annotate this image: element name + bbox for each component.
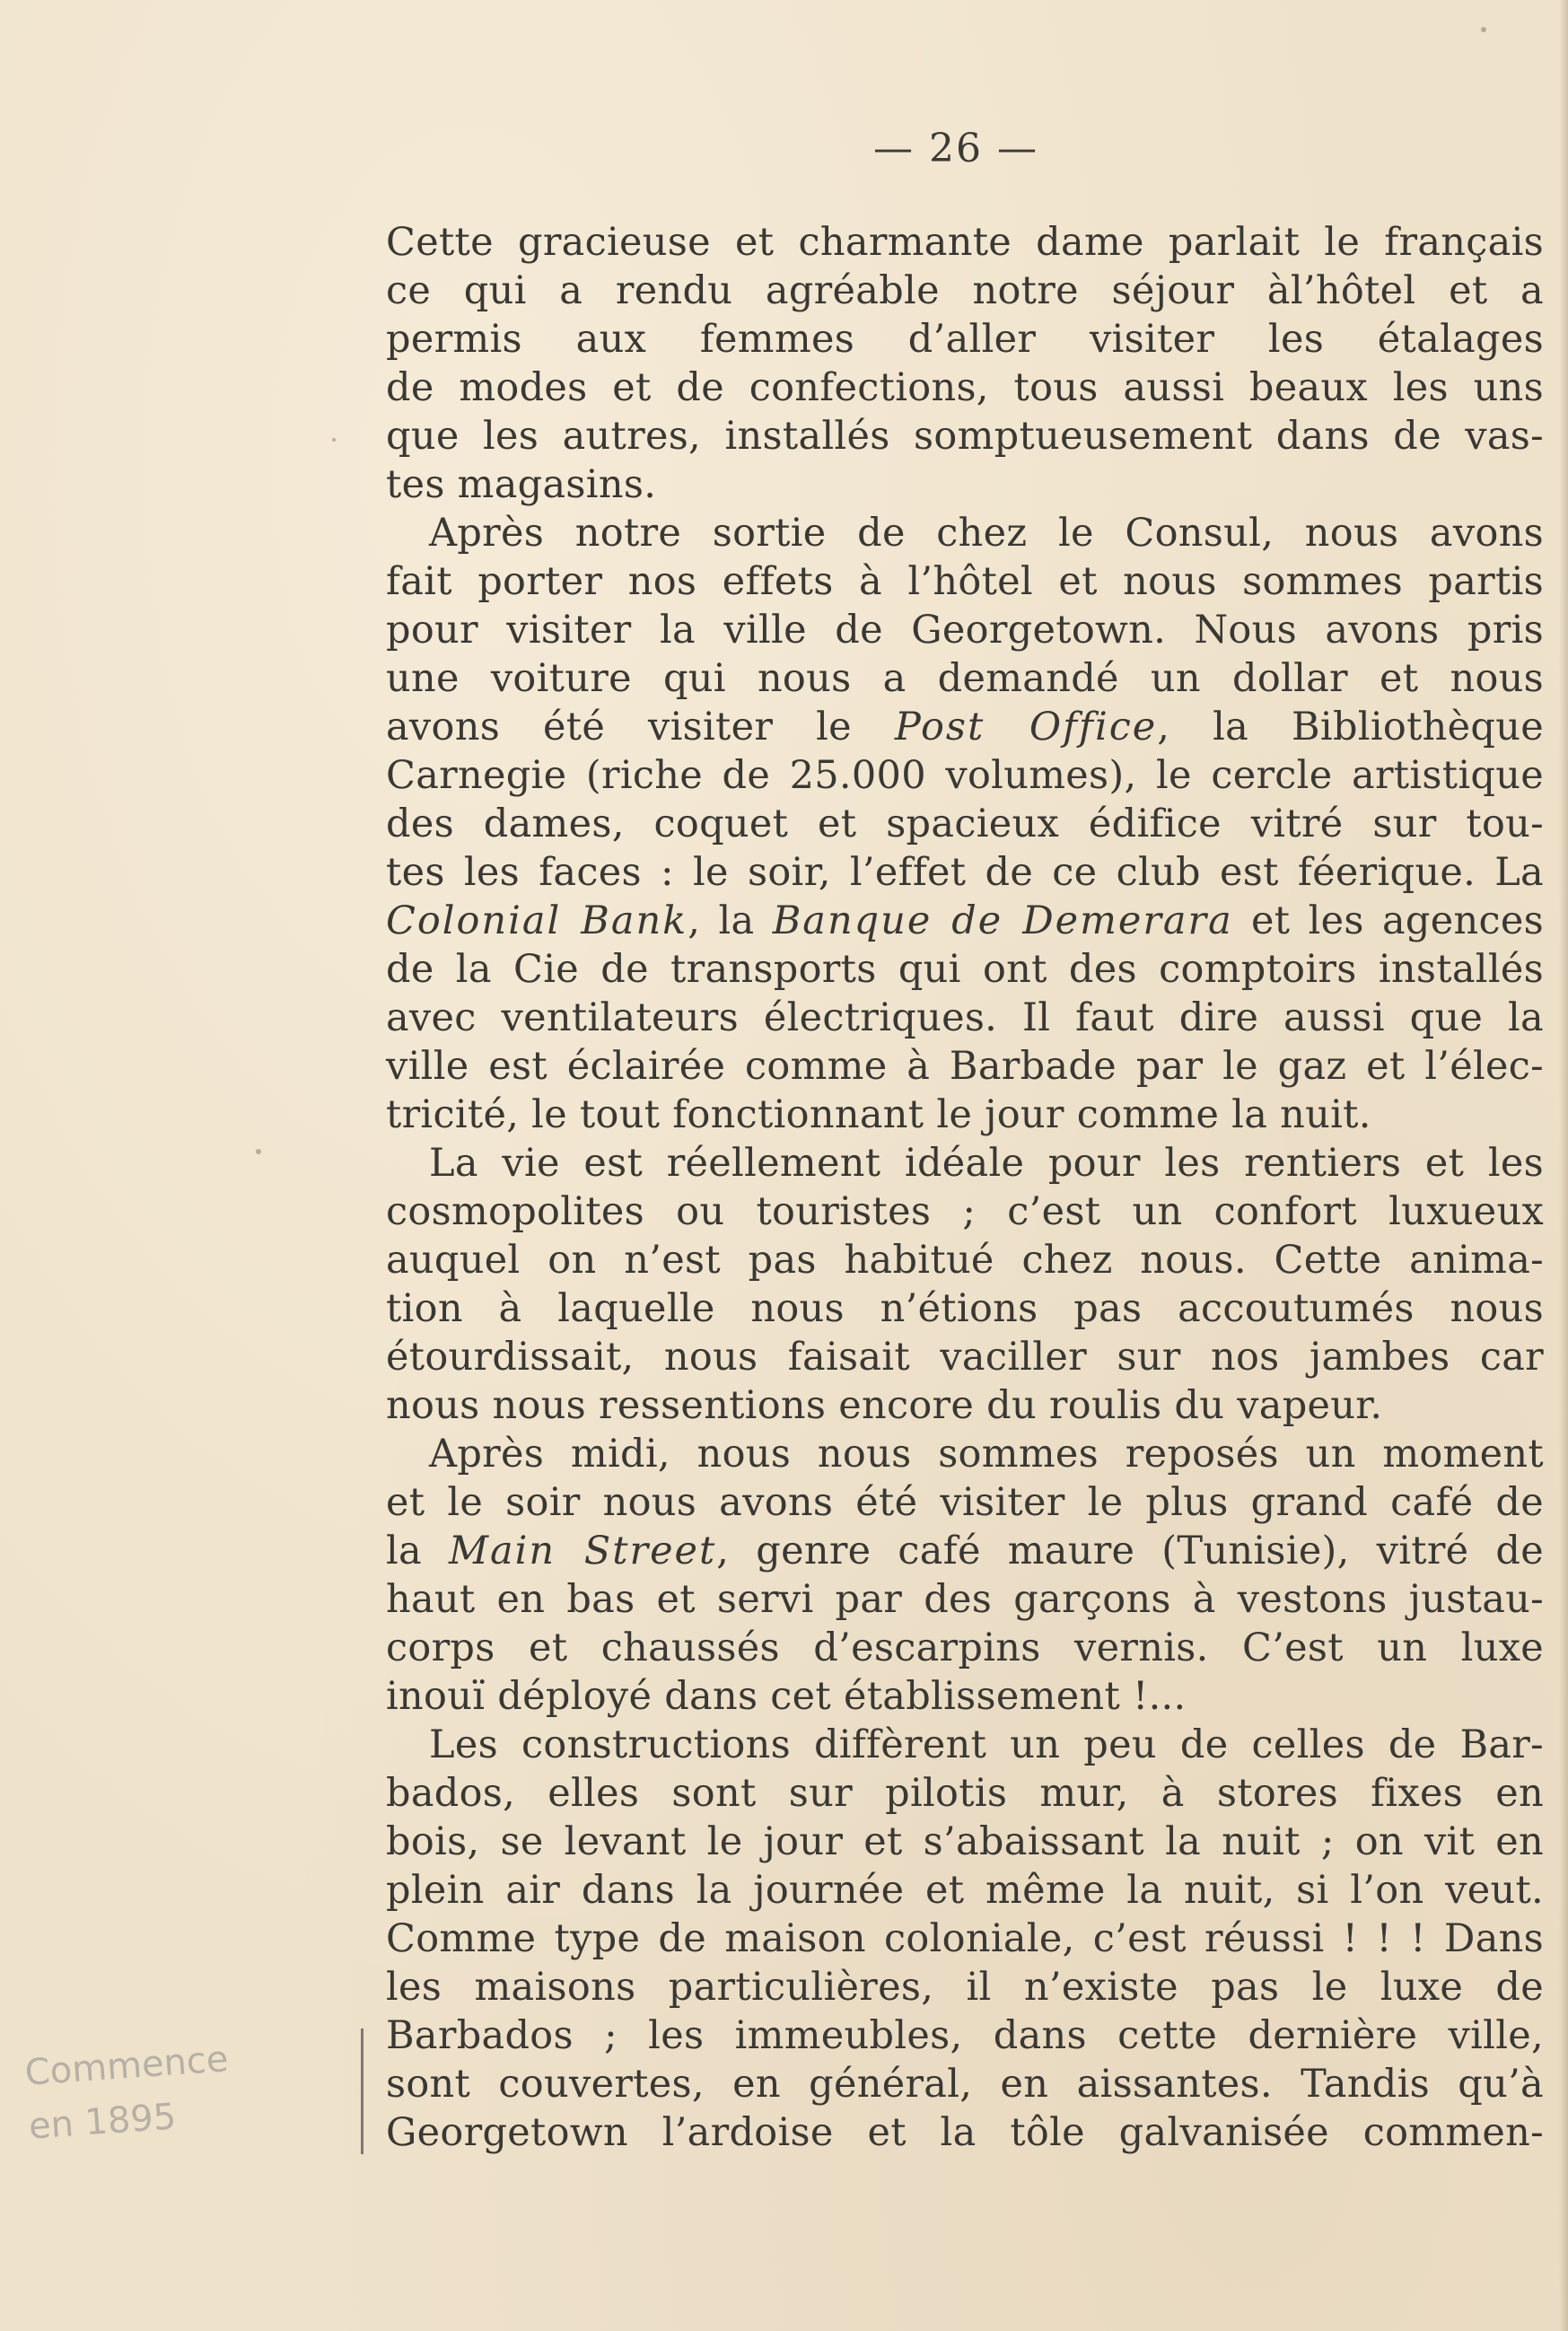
text-line: que les autres, installés somptueusement dans de vas- — [386, 414, 1544, 459]
text-line: pour visiter la ville de Georgetown. Nous avons pris — [386, 608, 1544, 653]
text-line: auquel on n’est pas habitué chez nous. Cette anima- — [386, 1238, 1544, 1283]
text-line: des dames, coquet et spacieux édifice vitré sur tou- — [386, 802, 1544, 846]
text-fragment: la — [386, 1529, 449, 1573]
paper-speck — [332, 438, 336, 442]
text-line: Comme type de maison coloniale, c’est réussi ! ! ! Dans — [386, 1916, 1544, 1961]
text-line: tes magasins. — [386, 462, 657, 507]
page-number: — 26 — — [873, 126, 1038, 171]
text-line: Georgetown l’ardoise et la tôle galvanisée commen- — [386, 2110, 1544, 2155]
text-fragment: avons été visiter le — [386, 705, 895, 749]
text-line: Les constructions diffèrent un peu de celles de Bar- — [429, 1722, 1544, 1767]
text-line: haut en bas et servi par des garçons à vestons justau- — [386, 1577, 1544, 1622]
text-line: et le soir nous avons été visiter le plus grand café de — [386, 1480, 1544, 1525]
text-line: de la Cie de transports qui ont des comptoirs installés — [386, 947, 1544, 992]
text-line: Après notre sortie de chez le Consul, nous avons — [429, 511, 1544, 556]
text-line: étourdissait, nous faisait vaciller sur nos jambes car — [386, 1335, 1544, 1380]
text-line: Carnegie (riche de 25.000 volumes), le cercle artistique — [386, 753, 1544, 798]
italic-colonial-bank: Colonial Bank — [386, 898, 688, 943]
text-line — [386, 897, 1544, 945]
text-line: une voiture qui nous a demandé un dollar et nous — [386, 656, 1544, 701]
text-line: plein air dans la journée et même la nuit, si l’on veut. — [386, 1868, 1544, 1913]
paper-speck — [256, 1149, 261, 1154]
text-line: bois, se levant le jour et s’abaissant la nuit ; on vit en — [386, 1819, 1544, 1864]
text-line: sont couvertes, en général, en aissantes. Tandis qu’à — [386, 2062, 1544, 2107]
margin-note-line: Commence — [23, 2038, 230, 2094]
text-line — [386, 703, 1544, 751]
text-line: corps et chaussés d’escarpins vernis. C’est un luxe — [386, 1626, 1544, 1670]
margin-note-line: en 1895 — [27, 2096, 178, 2148]
text-line: ville est éclairée comme à Barbade par le gaz et l’élec- — [386, 1044, 1544, 1089]
text-line: Cette gracieuse et charmante dame parlait le français — [386, 220, 1544, 265]
page-edge-shadow — [1559, 0, 1568, 2331]
text-line: de modes et de confections, tous aussi beaux les uns — [386, 365, 1544, 410]
handwritten-margin-note — [23, 2029, 282, 2162]
text-line: Barbados ; les immeubles, dans cette dernière ville, — [386, 2013, 1544, 2058]
text-line: les maisons particulières, il n’existe pas le luxe de — [386, 1965, 1544, 2010]
text-line: Après midi, nous nous sommes reposés un moment — [429, 1432, 1544, 1477]
text-fragment: , la Bibliothèque — [1157, 705, 1544, 749]
text-line: fait porter nos effets à l’hôtel et nous sommes partis — [386, 559, 1544, 604]
text-line: ce qui a rendu agréable notre séjour àl’hôtel et a — [386, 268, 1544, 313]
italic-post-office: Post Office — [894, 705, 1158, 749]
paper-speck — [1481, 27, 1486, 32]
text-line: cosmopolites ou touristes ; c’est un confort luxueux — [386, 1189, 1544, 1234]
margin-pencil-mark — [361, 2029, 364, 2154]
text-line: tes les faces : le soir, l’effet de ce club est féerique. La — [386, 850, 1544, 895]
text-line: tion à laquelle nous n’étions pas accoutumés nous — [386, 1286, 1544, 1331]
italic-main-street: Main Street — [449, 1529, 717, 1573]
text-line: avec ventilateurs électriques. Il faut dire aussi que la — [386, 995, 1544, 1040]
text-fragment: et les agences — [1232, 898, 1544, 943]
text-line — [386, 1527, 1544, 1575]
text-fragment: , la — [688, 898, 773, 943]
text-fragment: , genre café maure (Tunisie), vitré de — [716, 1529, 1545, 1573]
text-line: nous nous ressentions encore du roulis du vapeur. — [386, 1383, 1383, 1428]
body-text — [386, 218, 1544, 2157]
italic-banque-demerara: Banque de Demerara — [772, 898, 1233, 943]
text-line: bados, elles sont sur pilotis mur, à stores fixes en — [386, 1771, 1544, 1816]
text-line: tricité, le tout fonctionnant le jour comme la nuit. — [386, 1092, 1371, 1137]
text-line: permis aux femmes d’aller visiter les étalages — [386, 317, 1544, 362]
text-line: inouï déployé dans cet établissement !... — [386, 1674, 1187, 1719]
text-line: La vie est réellement idéale pour les rentiers et les — [429, 1141, 1544, 1186]
